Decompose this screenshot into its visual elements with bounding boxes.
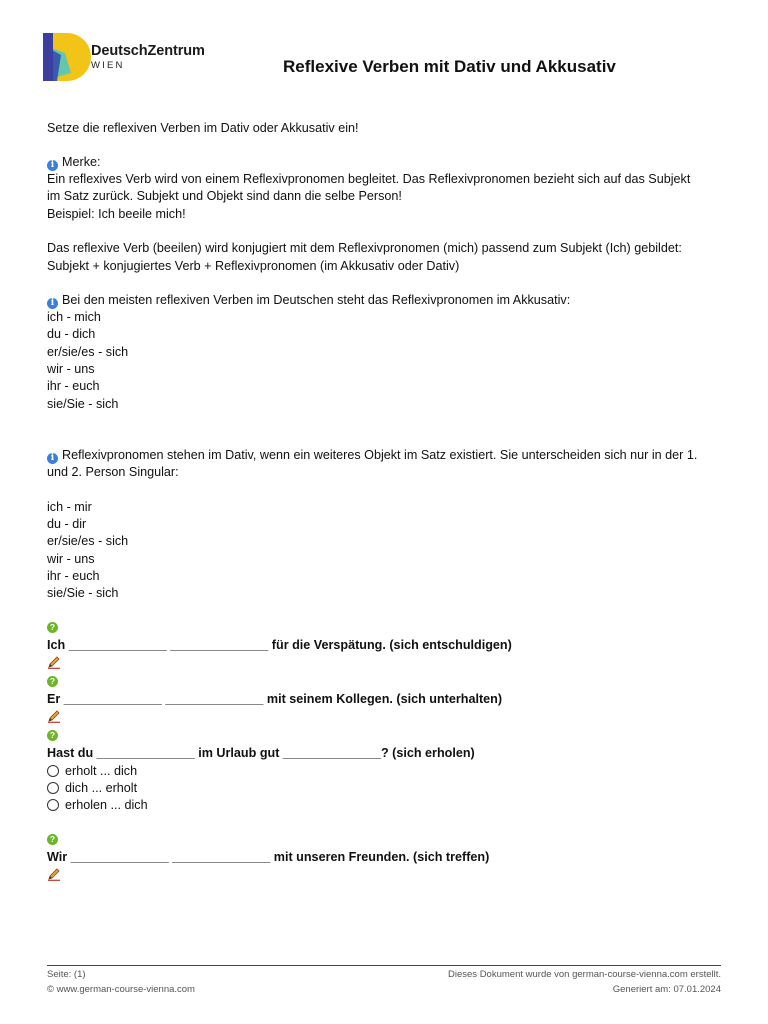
brand-name: DeutschZentrum xyxy=(91,43,205,59)
exercise-sentence: Hast du ______________ im Urlaub gut ______________? (sich erholen) xyxy=(47,746,475,760)
merke-label: Merke: xyxy=(62,155,101,169)
akkusativ-item: ihr - euch xyxy=(47,379,100,393)
answer-option[interactable] xyxy=(47,797,148,814)
dativ-note xyxy=(47,447,697,464)
dativ-item: du - dir xyxy=(47,517,87,531)
dativ-item: sie/Sie - sich xyxy=(47,586,119,600)
exercise-sentence: Wir ______________ ______________ mit unseren Freunden. (sich treffen) xyxy=(47,850,490,864)
dativ-note-line: und 2. Person Singular: xyxy=(47,465,179,479)
dativ-item: er/sie/es - sich xyxy=(47,534,129,548)
page-number: Seite: (1) xyxy=(47,969,86,980)
dativ-item: ihr - euch xyxy=(47,569,100,583)
dativ-item: ich - mir xyxy=(47,500,92,514)
conj-line: Subjekt + konjugiertes Verb + Reflexivpronomen (im Akkusativ oder Dativ) xyxy=(47,259,460,273)
merke-line: Ein reflexives Verb wird von einem Reflexivpronomen begleitet. Das Reflexivpronomen bezieht sich auf das Subjekt xyxy=(47,172,691,186)
question-icon: ? xyxy=(47,622,58,633)
radio-button[interactable] xyxy=(47,782,59,794)
brand-subtitle: WIEN xyxy=(91,60,125,71)
dativ-item: wir - uns xyxy=(47,552,95,566)
question-icon: ? xyxy=(47,730,58,741)
answer-option[interactable] xyxy=(47,780,137,797)
option-label: erholt ... dich xyxy=(65,764,138,778)
info-icon: i xyxy=(47,453,58,464)
copyright[interactable]: © www.german-course-vienna.com xyxy=(47,984,195,995)
akkusativ-item: du - dich xyxy=(47,327,96,341)
dativ-note-text: Reflexivpronomen stehen im Dativ, wenn ein weiteres Objekt im Satz existiert. Sie unterscheiden sich nur in der 1. xyxy=(62,448,698,462)
merke-heading xyxy=(47,154,101,171)
akkusativ-item: sie/Sie - sich xyxy=(47,397,119,411)
question-icon: ? xyxy=(47,834,58,845)
akkusativ-note xyxy=(47,292,570,309)
pencil-icon[interactable] xyxy=(47,867,61,881)
exercise-sentence: Er ______________ ______________ mit seinem Kollegen. (sich unterhalten) xyxy=(47,692,503,706)
exercise-sentence: Ich ______________ ______________ für die Verspätung. (sich entschuldigen) xyxy=(47,638,512,652)
merke-line: im Satz zurück. Subjekt und Objekt sind dann die selbe Person! xyxy=(47,189,402,203)
footer-divider xyxy=(47,965,721,966)
created-by: Dieses Dokument wurde von german-course-vienna.com erstellt. xyxy=(448,969,721,980)
answer-option[interactable] xyxy=(47,763,137,780)
info-icon: i xyxy=(47,160,58,171)
deutschzentrum-logo xyxy=(43,33,91,81)
pencil-icon[interactable] xyxy=(47,655,61,669)
akkusativ-note-text: Bei den meisten reflexiven Verben im Deutschen steht das Reflexivpronomen im Akkusativ: xyxy=(62,293,571,307)
radio-button[interactable] xyxy=(47,765,59,777)
conj-line: Das reflexive Verb (beeilen) wird konjugiert mit dem Reflexivpronomen (mich) passend zum Subjekt (Ich) gebildet: xyxy=(47,241,682,255)
akkusativ-item: ich - mich xyxy=(47,310,101,324)
akkusativ-item: er/sie/es - sich xyxy=(47,345,129,359)
generated-date: Generiert am: 07.01.2024 xyxy=(612,984,721,995)
brand xyxy=(91,43,205,71)
info-icon: i xyxy=(47,298,58,309)
radio-button[interactable] xyxy=(47,799,59,811)
pencil-icon[interactable] xyxy=(47,709,61,723)
option-label: dich ... erholt xyxy=(65,781,138,795)
page-title: Reflexive Verben mit Dativ und Akkusativ xyxy=(283,57,616,76)
instruction: Setze die reflexiven Verben im Dativ oder Akkusativ ein! xyxy=(47,121,359,135)
merke-line: Beispiel: Ich beeile mich! xyxy=(47,207,186,221)
option-label: erholen ... dich xyxy=(65,798,148,812)
akkusativ-item: wir - uns xyxy=(47,362,95,376)
question-icon: ? xyxy=(47,676,58,687)
